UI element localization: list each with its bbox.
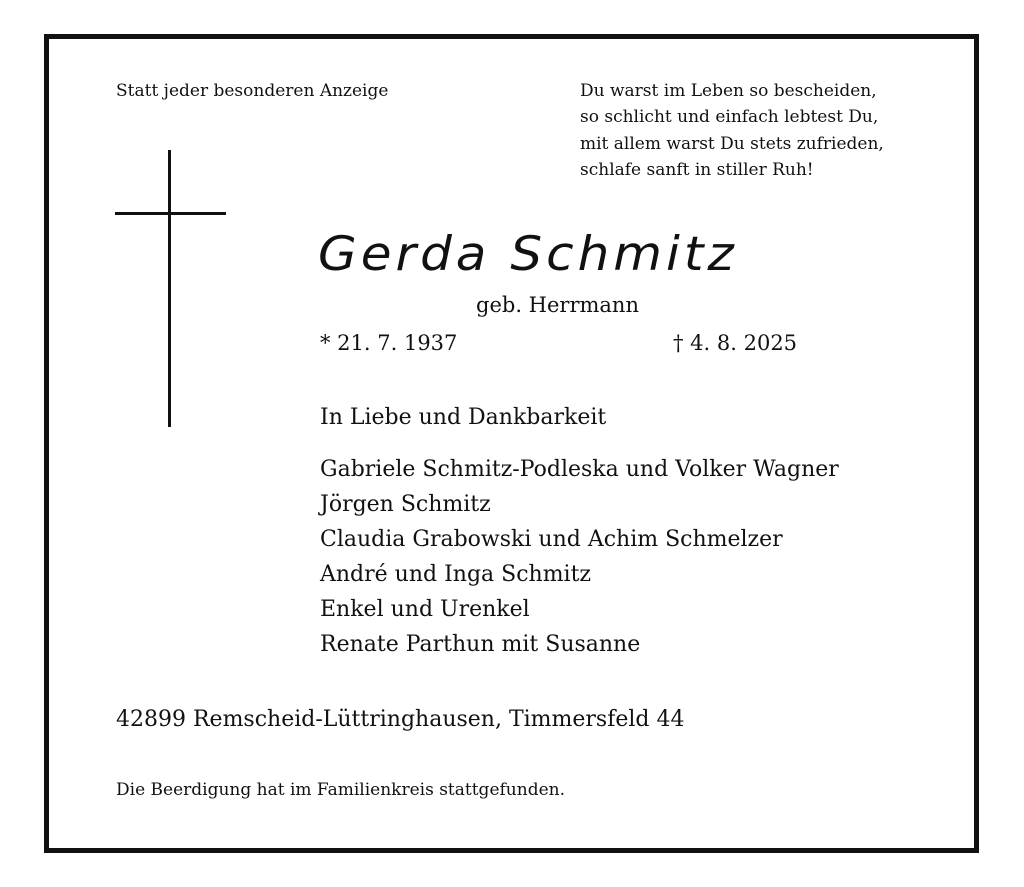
mourner-line: Renate Parthun mit Susanne <box>320 632 641 657</box>
deceased-name: Gerda Schmitz <box>318 226 738 282</box>
poem-line: so schlicht und einfach lebtest Du, <box>580 107 879 128</box>
birth-date: * 21. 7. 1937 <box>320 331 458 355</box>
mourner-line: Claudia Grabowski und Achim Schmelzer <box>320 527 783 552</box>
poem-line: Du warst im Leben so bescheiden, <box>580 81 877 101</box>
death-date: † 4. 8. 2025 <box>673 331 798 355</box>
header-note: Statt jeder besonderen Anzeige <box>116 81 389 101</box>
mourner-line: André und Inga Schmitz <box>320 562 592 587</box>
poem-line: mit allem warst Du stets zufrieden, <box>580 133 884 154</box>
poem-line: schlafe sanft in stiller Ruh! <box>580 159 814 180</box>
mourner-line: Enkel und Urenkel <box>320 597 530 622</box>
mourner-line: Jörgen Schmitz <box>320 492 491 517</box>
address: 42899 Remscheid-Lüttringhausen, Timmersfeld 44 <box>116 707 685 732</box>
closing-phrase: In Liebe und Dankbarkeit <box>320 405 607 430</box>
mourners-list <box>320 452 839 662</box>
maiden-name: geb. Herrmann <box>476 293 639 317</box>
mourner-line: Gabriele Schmitz-Podleska und Volker Wagner <box>320 457 839 482</box>
poem <box>580 78 884 183</box>
funeral-note: Die Beerdigung hat im Familienkreis stattgefunden. <box>116 780 565 800</box>
cross-vertical-bar <box>168 150 171 427</box>
cross-horizontal-bar <box>115 212 226 215</box>
